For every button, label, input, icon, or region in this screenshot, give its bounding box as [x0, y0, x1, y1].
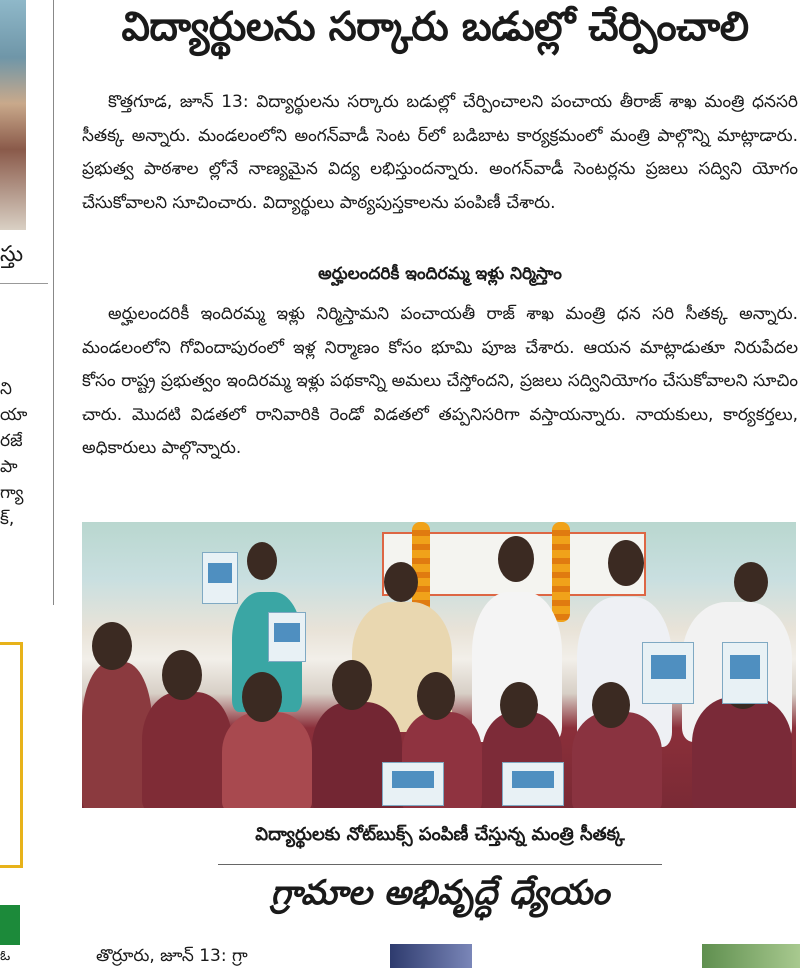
photo-student-head [92, 622, 132, 670]
left-caption-fragment: స్తు [0, 242, 24, 267]
left-advertisement-box [0, 642, 23, 868]
photo-person-head [734, 562, 768, 602]
article-subheading: అర్హులందరికీ ఇందిరమ్మ ఇళ్లు నిర్మిస్తాం [318, 264, 562, 284]
photo-book [502, 762, 564, 806]
photo-person-head [247, 542, 277, 580]
photo-book [202, 552, 238, 604]
left-text-line: యా [0, 405, 28, 425]
photo-book [382, 762, 444, 806]
left-divider [0, 283, 48, 284]
photo-student-head [242, 672, 282, 722]
article-photo [82, 522, 796, 808]
left-text-fragments [0, 376, 27, 532]
photo-student [222, 712, 312, 808]
left-text-line: రజే [0, 431, 23, 451]
photo-book [268, 612, 306, 662]
photo-student [692, 697, 792, 808]
article-paragraph-2: అర్హులందరికీ ఇందిరమ్మ ఇళ్లు నిర్మిస్తామని పంచాయతీ రాజ్ శాఖ మంత్రి ధన సరి సీతక్క అన్నారు. మండలంలోని గోవిందాపురంలో ఇళ్ల నిర్మాణం కోసం భూమి పూజ చేశారు. ఆయన మాట్లాడుతూ నిరుపేదల కోసం రాష్ట్ర ప్రభుత్వం ఇందిరమ్మ ఇళ్లు పథకాన్ని అమలు చేస్తోందని, ప్రజలు సద్వినియోగం చేసుకోవాలని సూచిం చారు. మొదటి విడతలో రానివారికి రెండో విడతలో తప్పనిసరిగా వస్తాయన్నారు. నాయకులు, కార్యకర్తలు, అధికారులు పాల్గొన్నారు. [82, 304, 798, 458]
left-text-line: పా [0, 457, 18, 477]
next-article-lead: తొర్రూరు, జూన్ 13: గ్రా [96, 946, 248, 966]
left-text-line: క్, [0, 509, 15, 529]
column-separator [53, 0, 54, 605]
photo-person-head [608, 540, 644, 586]
left-column [0, 0, 50, 968]
photo-student-head [500, 682, 538, 728]
photo-student [142, 692, 232, 808]
next-article-photo [702, 944, 800, 968]
photo-student-head [592, 682, 630, 728]
photo-person-head [384, 562, 418, 602]
next-article-headline: గ్రామాల అభివృద్ధే ధ్యేయం [270, 873, 610, 913]
photo-book [722, 642, 768, 704]
article-paragraph-1: కొత్తగూడ, జూన్ 13: విద్యార్థులను సర్కారు బడుల్లో చేర్పించాలని పంచాయ తీరాజ్ శాఖ మంత్రి ధనసరి సీతక్క అన్నారు. మండలంలోని అంగన్‌వాడీ సెంట ర్‌లో బడిబాట కార్యక్రమంలో మంత్రి పాల్గొన్ని మాట్లాడారు. ప్రభుత్వ పాఠశాల ల్లోనే నాణ్యమైన విద్య లభిస్తుందన్నారు. అంగన్‌వాడీ సెంటర్లను ప్రజలు సద్విని యోగం చేసుకోవాలని సూచించారు. విద్యార్థులు పాఠ్యపుస్తకాలను పంపిణీ చేశారు. [82, 92, 798, 213]
next-article-photo [390, 944, 472, 968]
article-separator [218, 864, 662, 865]
left-text-line: గ్యా [0, 483, 24, 503]
article-headline: విద్యార్థులను సర్కారు బడుల్లో చేర్పించాలి [121, 4, 749, 50]
photo-caption: విద్యార్థులకు నోట్‌బుక్స్ పంపిణీ చేస్తున్న మంత్రి సీతక్క [255, 824, 625, 845]
left-text-line: ని [0, 379, 12, 399]
photo-student-head [332, 660, 372, 710]
left-footer-fragment: ఓ [0, 948, 11, 964]
photo-student-head [417, 672, 455, 720]
photo-book [642, 642, 694, 704]
photo-student-head [162, 650, 202, 700]
marigold-garland [552, 522, 570, 622]
left-photo [0, 0, 26, 230]
left-advertisement-green [0, 905, 20, 945]
photo-person-head [498, 536, 534, 582]
